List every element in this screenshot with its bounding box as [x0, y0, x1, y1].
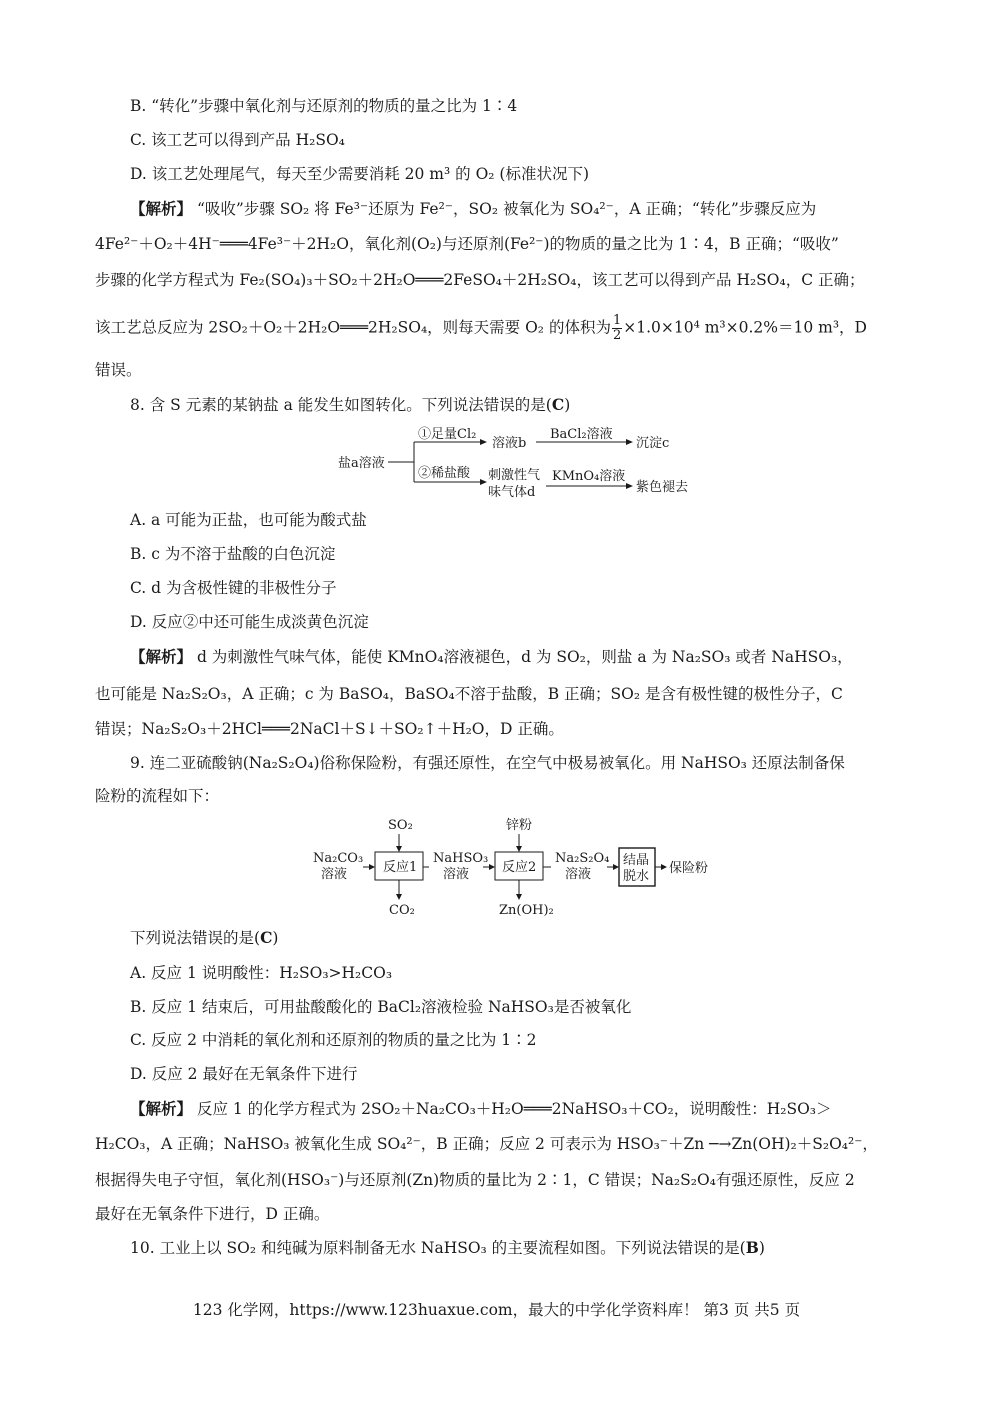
q7-option-c: C. 该工艺可以得到产品 H₂SO₄ [130, 131, 345, 149]
q9-analysis-line-4: 最好在无氧条件下进行，D 正确。 [95, 1205, 330, 1223]
q8-option-b: B. c 为不溶于盐酸的白色沉淀 [130, 545, 336, 563]
question-text: 10. 工业上以 SO₂ 和纯碱为原料制备无水 NaHSO₃ 的主要流程如图。下列说法错误的是( [130, 1239, 746, 1257]
q10-stem [130, 1238, 765, 1258]
fraction-numerator: 1 [612, 313, 622, 328]
box-reaction-2: 反应2 [502, 860, 537, 875]
analysis-text: 反应 1 的化学方程式为 2SO₂＋Na₂CO₃＋H₂O═══2NaHSO₃＋CO₂，说明酸性：H₂SO₃＞ [192, 1100, 832, 1118]
question-text-close: ) [564, 396, 571, 414]
answer-letter: B [745, 1238, 759, 1257]
branch2-product-1: 刺激性气 [488, 468, 541, 483]
q7-option-b: B. “转化”步骤中氧化剂与还原剂的物质的量之比为 1∶4 [130, 97, 518, 115]
q9-stem-line-1: 9. 连二亚硫酸钠(Na₂S₂O₄)俗称保险粉，有强还原性，在空气中极易被氧化。用 NaHSO₃ 还原法制备保 [130, 754, 845, 772]
q8-analysis-line-3: 错误；Na₂S₂O₃＋2HCl═══2NaCl＋S↓＋SO₂↑＋H₂O，D 正确。 [95, 720, 564, 738]
q9-analysis-line-2: H₂CO₃，A 正确；NaHSO₃ 被氧化生成 SO₄²⁻，B 正确；反应 2 可表示为 HSO₃⁻＋Zn ─→Zn(OH)₂＋S₂O₄²⁻， [95, 1135, 878, 1153]
branch2-final: 紫色褪去 [636, 480, 689, 495]
diagram-start: 盐a溶液 [338, 456, 385, 471]
question-text: 下列说法错误的是( [130, 929, 261, 947]
q7-analysis-line-1 [130, 199, 816, 219]
input-reagent-2: 溶液 [321, 867, 348, 882]
q9-flow-diagram [305, 812, 735, 924]
question-text-close: ) [758, 1239, 765, 1257]
analysis-tag: 【解析】 [130, 1099, 193, 1118]
branch1-reagent: BaCl₂溶液 [550, 427, 613, 442]
reaction-2-output: Zn(OH)₂ [499, 903, 554, 918]
branch2-label: ②稀盐酸 [418, 466, 471, 481]
q9-option-b: B. 反应 1 结束后，可用盐酸酸化的 BaCl₂溶液检验 NaHSO₃是否被氧化 [130, 998, 632, 1016]
q9-stem-line-2: 险粉的流程如下： [95, 787, 220, 805]
reaction-1-output: CO₂ [389, 903, 415, 918]
box-crystallize-1: 结晶 [623, 853, 650, 868]
reaction-1-input: SO₂ [388, 818, 413, 833]
branch2-product-2: 味气体d [488, 485, 536, 500]
q9-option-d: D. 反应 2 最好在无氧条件下进行 [130, 1065, 358, 1083]
final-product: 保险粉 [669, 861, 709, 876]
analysis-text: “吸收”步骤 SO₂ 将 Fe³⁻还原为 Fe²⁻，SO₂ 被氧化为 SO₄²⁻，A 正确；“转化”步骤反应为 [192, 200, 817, 218]
analysis-text: d 为刺激性气味气体，能使 KMnO₄溶液褪色，d 为 SO₂，则盐 a 为 Na₂SO₃ 或者 NaHSO₃， [192, 648, 853, 666]
q8-option-d: D. 反应②中还可能生成淡黄色沉淀 [130, 613, 369, 631]
q9-option-c: C. 反应 2 中消耗的氧化剂和还原剂的物质的量之比为 1∶2 [130, 1031, 537, 1049]
input-reagent-1: Na₂CO₃ [313, 851, 364, 866]
fraction-denominator: 2 [612, 328, 622, 343]
q8-analysis-line-2: 也可能是 Na₂S₂O₃，A 正确；c 为 BaSO₄，BaSO₄不溶于盐酸，B 正确；SO₂ 是含有极性键的极性分子，C [95, 685, 843, 703]
intermediate-1: NaHSO₃ [433, 851, 489, 866]
branch1-final: 沉淀c [636, 436, 670, 451]
branch1-product: 溶液b [492, 436, 527, 451]
q9-option-a: A. 反应 1 说明酸性：H₂SO₃>H₂CO₃ [130, 964, 393, 982]
q9-analysis-line-1 [130, 1099, 832, 1119]
box-crystallize-2: 脱水 [623, 869, 650, 884]
analysis-tag: 【解析】 [130, 647, 193, 666]
box-reaction-1: 反应1 [383, 860, 418, 875]
q7-analysis-line-5: 错误。 [95, 361, 142, 379]
intermediate-2: 溶液 [443, 867, 470, 882]
q8-flow-diagram [330, 420, 700, 505]
q8-option-c: C. d 为含极性键的非极性分子 [130, 579, 337, 597]
analysis-text: 该工艺总反应为 2SO₂＋O₂＋2H₂O═══2H₂SO₄，则每天需要 O₂ 的体积为 [95, 318, 611, 337]
question-text-close: ) [272, 929, 279, 947]
q9-analysis-line-3: 根据得失电子守恒，氧化剂(HSO₃⁻)与还原剂(Zn)物质的量比为 2∶1，C 错误；Na₂S₂O₄有强还原性，反应 2 [95, 1171, 855, 1189]
q9-prompt [130, 928, 278, 948]
q8-option-a: A. a 可能为正盐，也可能为酸式盐 [130, 511, 367, 529]
q8-stem [130, 395, 570, 415]
answer-letter: C [551, 395, 565, 414]
q7-analysis-line-2: 4Fe²⁻＋O₂＋4H⁻═══4Fe³⁻＋2H₂O，氧化剂(O₂)与还原剂(Fe²⁻)的物质的量之比为 1∶4，B 正确；“吸收” [95, 235, 839, 253]
page-footer: 123 化学网，https://www.123huaxue.com，最大的中学化学资料库！ 第3 页 共5 页 [192, 1301, 801, 1319]
intermediate-4: 溶液 [565, 867, 592, 882]
analysis-text: ×1.0×10⁴ m³×0.2%＝10 m³，D [623, 318, 867, 337]
question-text: 8. 含 S 元素的某钠盐 a 能发生如图转化。下列说法错误的是( [130, 396, 552, 414]
branch1-label: ①足量Cl₂ [418, 427, 477, 442]
q8-analysis-line-1 [130, 647, 853, 667]
analysis-tag: 【解析】 [130, 199, 193, 218]
answer-letter: C [260, 928, 273, 947]
branch2-reagent: KMnO₄溶液 [552, 469, 626, 484]
fraction [612, 314, 622, 343]
q7-analysis-line-3: 步骤的化学方程式为 Fe₂(SO₄)₃＋SO₂＋2H₂O═══2FeSO₄＋2H₂SO₄，该工艺可以得到产品 H₂SO₄，C 正确； [95, 271, 865, 289]
reaction-2-input: 锌粉 [506, 818, 533, 833]
intermediate-3: Na₂S₂O₄ [555, 851, 610, 866]
q7-analysis-line-4 [95, 314, 867, 343]
q7-option-d: D. 该工艺处理尾气，每天至少需要消耗 20 m³ 的 O₂ (标准状况下) [130, 165, 590, 183]
